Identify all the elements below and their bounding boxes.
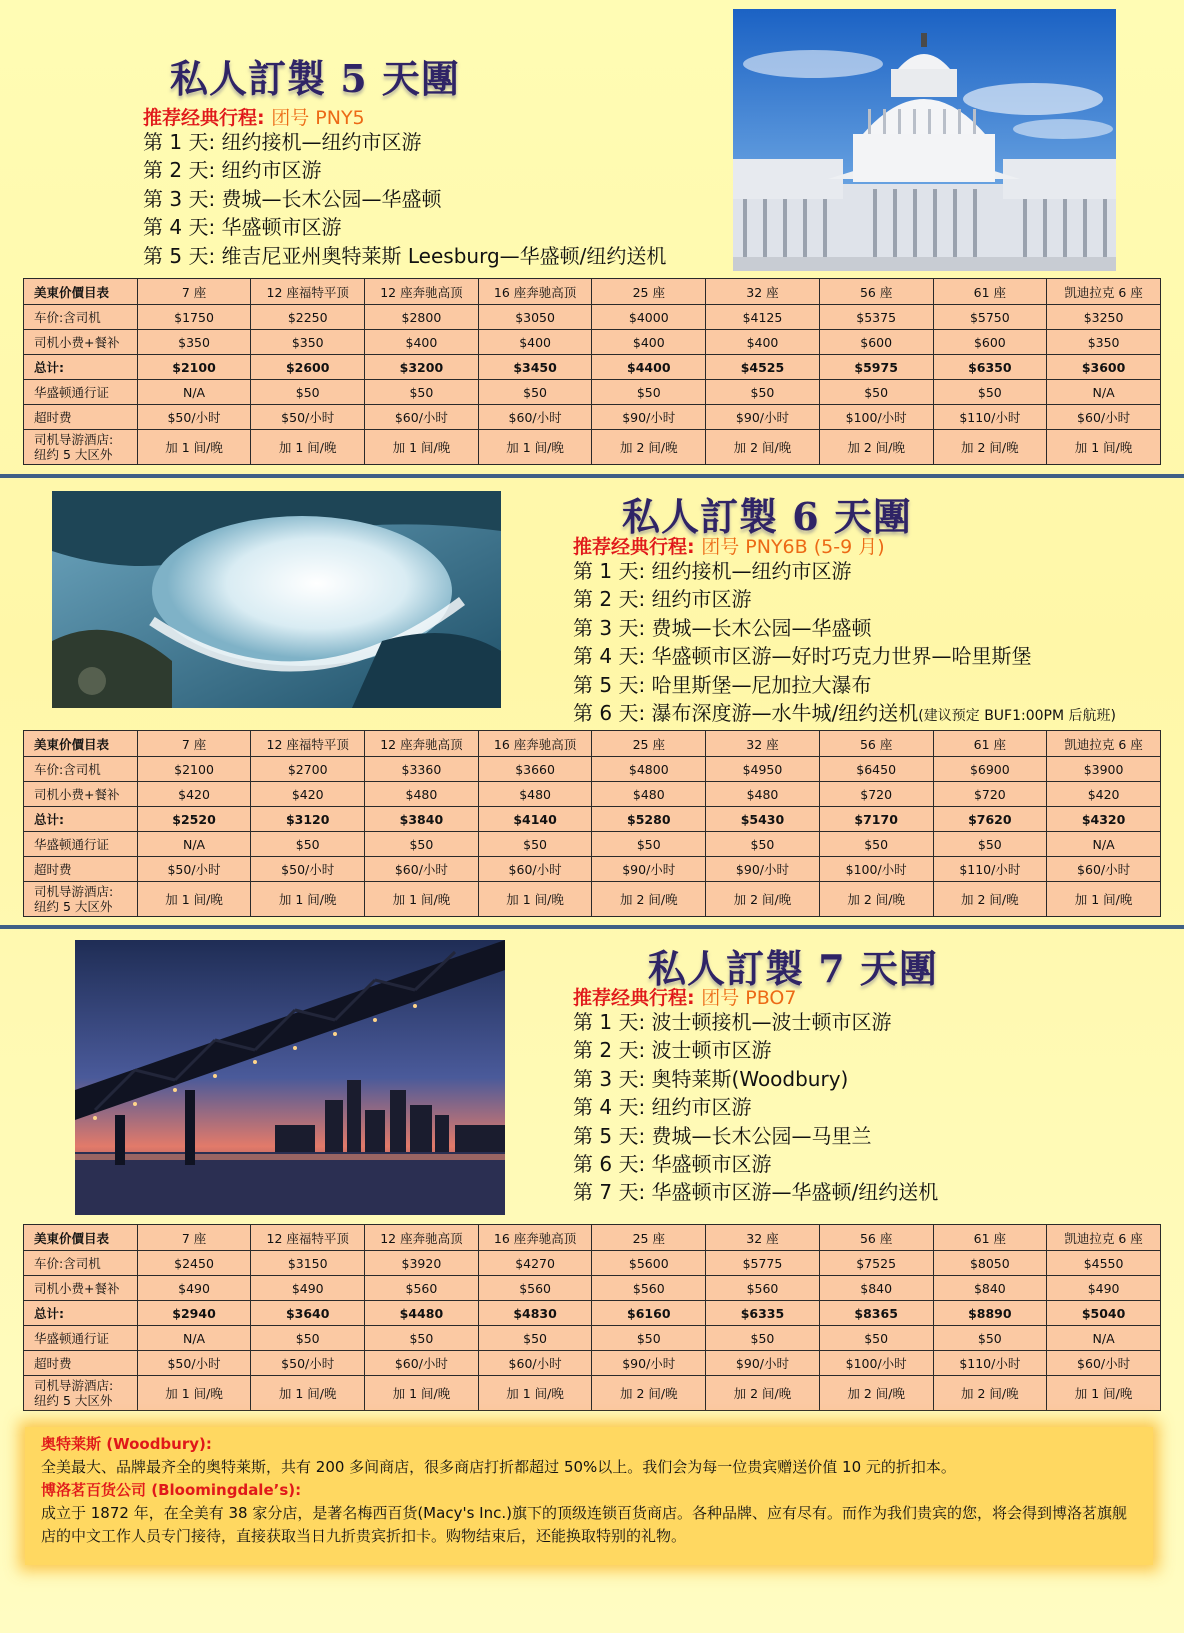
table-header-cell: 61 座 — [933, 1225, 1047, 1251]
table-header-cell: 凯迪拉克 6 座 — [1047, 279, 1161, 305]
table-cell: $3600 — [1047, 355, 1161, 380]
section-divider — [0, 925, 1184, 929]
table-row — [24, 882, 1161, 917]
table-cell: $6900 — [933, 757, 1047, 782]
itinerary-day — [573, 699, 1116, 730]
table-cell: $5430 — [706, 807, 820, 832]
table-cell: $50 — [819, 380, 933, 405]
table-cell: $3900 — [1047, 757, 1161, 782]
table-header-row — [24, 279, 1161, 305]
table-cell: $50 — [365, 1326, 479, 1351]
table-header-cell: 7 座 — [137, 1225, 251, 1251]
table-cell: $3150 — [251, 1251, 365, 1276]
table-cell: $560 — [478, 1276, 592, 1301]
table-cell: $60/小时 — [1047, 857, 1161, 882]
table-cell: $2100 — [137, 355, 251, 380]
table-cell: 加 1 间/晚 — [365, 882, 479, 917]
table-header-cell: 凯迪拉克 6 座 — [1047, 731, 1161, 757]
table-cell: $1750 — [137, 305, 251, 330]
table-cell: $60/小时 — [365, 857, 479, 882]
table-cell: $490 — [1047, 1276, 1161, 1301]
table-cell: 加 1 间/晚 — [365, 1376, 479, 1411]
table-cell: $50 — [706, 832, 820, 857]
table-cell: 加 1 间/晚 — [251, 430, 365, 465]
tour-code: 团号 PNY6B (5-9 月) — [701, 536, 885, 558]
table-header-cell: 25 座 — [592, 731, 706, 757]
table-cell: $50 — [478, 380, 592, 405]
table-cell: $7620 — [933, 807, 1047, 832]
table-cell: $50 — [365, 380, 479, 405]
shopping-info-box — [25, 1427, 1153, 1565]
table-cell: $50 — [592, 380, 706, 405]
table-cell: $400 — [365, 330, 479, 355]
table-cell: $560 — [592, 1276, 706, 1301]
table-cell: $3050 — [478, 305, 592, 330]
table-cell: 加 1 间/晚 — [137, 1376, 251, 1411]
table-cell: $480 — [478, 782, 592, 807]
table-cell: $5750 — [933, 305, 1047, 330]
table-cell: $4525 — [706, 355, 820, 380]
table-cell: 加 1 间/晚 — [478, 882, 592, 917]
tour-6-day-itinerary — [573, 557, 1116, 730]
table-cell: $50/小时 — [137, 857, 251, 882]
itinerary-day: 第 5 天: 费城—长木公园—马里兰 — [573, 1123, 872, 1148]
woodbury-description: 全美最大、品牌最齐全的奥特莱斯，共有 200 多间商店，很多商店打折都超过 50%以上。我们会为每一位贵宾赠送价值 10 元的折扣本。 — [41, 1458, 956, 1476]
table-cell: $480 — [365, 782, 479, 807]
table-cell: $110/小时 — [933, 1351, 1047, 1376]
tour-6-day-title: 私人訂製 6 天團 — [622, 494, 912, 539]
table-cell: N/A — [137, 832, 251, 857]
table-cell: N/A — [137, 380, 251, 405]
row-label: 司机小费+餐补 — [24, 782, 138, 807]
table-row — [24, 430, 1161, 465]
table-header-cell: 32 座 — [706, 731, 820, 757]
bloomingdales-description: 成立于 1872 年，在全美有 38 家分店，是著名梅西百货(Macy's Inc.)旗下的顶级连锁百货商店。各种品牌、应有尽有。而作为我们贵宾的您，将会得到博洛茗旗舰店的中文工作人员专门接待，直接获取当日九折贵宾折扣卡。购物结束后，还能换取特别的礼物。 — [41, 1504, 1127, 1545]
table-row — [24, 1276, 1161, 1301]
table-cell: $50/小时 — [251, 857, 365, 882]
table-cell: $8050 — [933, 1251, 1047, 1276]
woodbury-heading: 奥特莱斯 (Woodbury): — [41, 1435, 212, 1453]
itinerary-day: 第 1 天: 纽约接机—纽约市区游 — [143, 130, 422, 154]
table-cell: $560 — [706, 1276, 820, 1301]
table-cell: $50 — [478, 1326, 592, 1351]
table-cell: $50 — [251, 1326, 365, 1351]
table-header-cell: 12 座奔驰高顶 — [365, 731, 479, 757]
table-row-total — [24, 1301, 1161, 1326]
table-row — [24, 305, 1161, 330]
table-cell: $4830 — [478, 1301, 592, 1326]
table-cell: $5975 — [819, 355, 933, 380]
table-cell: 加 2 间/晚 — [706, 430, 820, 465]
row-label: 总计: — [24, 1301, 138, 1326]
table-row — [24, 1351, 1161, 1376]
table-cell: $3120 — [251, 807, 365, 832]
table-row — [24, 330, 1161, 355]
table-cell: $4800 — [592, 757, 706, 782]
table-cell: $420 — [251, 782, 365, 807]
table-row — [24, 405, 1161, 430]
table-row — [24, 1326, 1161, 1351]
table-cell: $400 — [592, 330, 706, 355]
table-cell: $100/小时 — [819, 1351, 933, 1376]
table-header-cell: 32 座 — [706, 279, 820, 305]
table-row — [24, 757, 1161, 782]
table-header-cell: 32 座 — [706, 1225, 820, 1251]
table-header-cell: 12 座奔驰高顶 — [365, 279, 479, 305]
table-cell: $5280 — [592, 807, 706, 832]
table-cell: $4000 — [592, 305, 706, 330]
table-cell: $50 — [819, 832, 933, 857]
table-header-cell: 12 座福特平顶 — [251, 731, 365, 757]
table-cell: $4125 — [706, 305, 820, 330]
table-cell: $6450 — [819, 757, 933, 782]
table-cell: $3920 — [365, 1251, 479, 1276]
table-cell: $50 — [706, 380, 820, 405]
row-label: 司机导游酒店: 纽约 5 大区外 — [24, 882, 138, 917]
table-row — [24, 832, 1161, 857]
table-row-total — [24, 355, 1161, 380]
table-row — [24, 380, 1161, 405]
table-row — [24, 857, 1161, 882]
table-cell: $5600 — [592, 1251, 706, 1276]
table-cell: $2600 — [251, 355, 365, 380]
table-header-cell: 12 座奔驰高顶 — [365, 1225, 479, 1251]
table-row — [24, 1251, 1161, 1276]
table-cell: 加 2 间/晚 — [819, 1376, 933, 1411]
table-cell: $3840 — [365, 807, 479, 832]
row-label: 车价:含司机 — [24, 305, 138, 330]
table-cell: $60/小时 — [478, 857, 592, 882]
table-cell: 加 2 间/晚 — [933, 430, 1047, 465]
table-header-cell: 美東价價目表 — [24, 279, 138, 305]
bloomingdales-heading: 博洛茗百货公司 (Bloomingdale’s): — [41, 1481, 302, 1499]
table-cell: $840 — [819, 1276, 933, 1301]
table-header-cell: 61 座 — [933, 279, 1047, 305]
itinerary-day: 第 3 天: 费城—长木公园—华盛顿 — [573, 615, 872, 640]
table-cell: $110/小时 — [933, 857, 1047, 882]
itinerary-day: 第 5 天: 维吉尼亚州奥特莱斯 Leesburg—华盛顿/纽约送机 — [143, 243, 667, 268]
table-cell: $50 — [478, 832, 592, 857]
table-header-cell: 25 座 — [592, 1225, 706, 1251]
table-header-cell: 16 座奔驰高顶 — [478, 1225, 592, 1251]
recommend-lead: 推荐经典行程: — [143, 107, 265, 129]
table-cell: $90/小时 — [706, 1351, 820, 1376]
table-cell: $4480 — [365, 1301, 479, 1326]
table-header-cell: 56 座 — [819, 279, 933, 305]
table-cell: $2700 — [251, 757, 365, 782]
table-cell: $50 — [933, 380, 1047, 405]
table-header-cell: 25 座 — [592, 279, 706, 305]
table-cell: $490 — [137, 1276, 251, 1301]
table-cell: 加 2 间/晚 — [706, 1376, 820, 1411]
table-cell: $50/小时 — [137, 405, 251, 430]
table-cell: $4140 — [478, 807, 592, 832]
itinerary-day-text: 第 6 天: 瀑布深度游—水牛城/纽约送机 — [573, 701, 919, 726]
table-cell: $50 — [933, 832, 1047, 857]
table-header-cell: 16 座奔驰高顶 — [478, 731, 592, 757]
table-cell: 加 1 间/晚 — [1047, 1376, 1161, 1411]
table-header-row — [24, 1225, 1161, 1251]
tour-7-day-title: 私人訂製 7 天團 — [648, 946, 938, 991]
tour-7-day-recommend — [573, 983, 796, 1010]
tour-code: 团号 PNY5 — [271, 107, 365, 129]
row-label: 车价:含司机 — [24, 1251, 138, 1276]
niagara-falls-photo — [52, 491, 501, 708]
tour-code: 团号 PBO7 — [701, 987, 797, 1009]
table-cell: $90/小时 — [706, 857, 820, 882]
table-cell: $60/小时 — [365, 1351, 479, 1376]
tour-5-day-itinerary — [143, 128, 666, 270]
table-cell: $720 — [819, 782, 933, 807]
table-header-cell: 美東价價目表 — [24, 731, 138, 757]
table-cell: N/A — [1047, 1326, 1161, 1351]
table-cell: $6335 — [706, 1301, 820, 1326]
table-cell: $480 — [592, 782, 706, 807]
table-cell: 加 2 间/晚 — [592, 430, 706, 465]
recommend-lead: 推荐经典行程: — [573, 536, 695, 558]
table-cell: $50/小时 — [251, 405, 365, 430]
itinerary-day: 第 4 天: 华盛顿市区游 — [143, 215, 342, 240]
table-cell: 加 2 间/晚 — [819, 882, 933, 917]
table-cell: $60/小时 — [365, 405, 479, 430]
row-label: 超时费 — [24, 1351, 138, 1376]
table-cell: $600 — [819, 330, 933, 355]
section-divider — [0, 474, 1184, 478]
table-cell: N/A — [137, 1326, 251, 1351]
table-cell: $50 — [706, 1326, 820, 1351]
table-cell: 加 2 间/晚 — [592, 882, 706, 917]
row-label: 司机小费+餐补 — [24, 1276, 138, 1301]
table-cell: $840 — [933, 1276, 1047, 1301]
table-cell: $3660 — [478, 757, 592, 782]
table-cell: 加 1 间/晚 — [1047, 882, 1161, 917]
table-header-cell: 7 座 — [137, 279, 251, 305]
table-cell: $8890 — [933, 1301, 1047, 1326]
table-cell: $5040 — [1047, 1301, 1161, 1326]
table-cell: 加 1 间/晚 — [365, 430, 479, 465]
table-cell: $100/小时 — [819, 405, 933, 430]
table-header-cell: 12 座福特平顶 — [251, 1225, 365, 1251]
table-cell: $50 — [819, 1326, 933, 1351]
table-cell: $600 — [933, 330, 1047, 355]
table-cell: $480 — [706, 782, 820, 807]
table-cell: $3360 — [365, 757, 479, 782]
table-cell: N/A — [1047, 832, 1161, 857]
table-row-total — [24, 807, 1161, 832]
table-cell: $90/小时 — [706, 405, 820, 430]
row-label: 司机导游酒店: 纽约 5 大区外 — [24, 430, 138, 465]
tour-6-day-recommend — [573, 532, 885, 559]
price-table-5-day — [23, 278, 1161, 465]
itinerary-day: 第 1 天: 纽约接机—纽约市区游 — [573, 559, 852, 583]
table-cell: 加 1 间/晚 — [137, 882, 251, 917]
table-cell: $8365 — [819, 1301, 933, 1326]
tour-7-day-itinerary — [573, 1008, 938, 1207]
row-label: 华盛顿通行证 — [24, 1326, 138, 1351]
table-cell: $3450 — [478, 355, 592, 380]
table-cell: $490 — [251, 1276, 365, 1301]
table-cell: $60/小时 — [1047, 405, 1161, 430]
flight-note: (建议预定 BUF1:00PM 后航班) — [918, 708, 1116, 725]
table-row — [24, 1376, 1161, 1411]
table-cell: $50 — [251, 380, 365, 405]
table-cell: $2520 — [137, 807, 251, 832]
table-cell: $560 — [365, 1276, 479, 1301]
table-cell: $2250 — [251, 305, 365, 330]
itinerary-day: 第 4 天: 华盛顿市区游—好时巧克力世界—哈里斯堡 — [573, 644, 1032, 669]
table-cell: $110/小时 — [933, 405, 1047, 430]
table-cell: $90/小时 — [592, 1351, 706, 1376]
table-cell: $60/小时 — [478, 1351, 592, 1376]
table-cell: $4550 — [1047, 1251, 1161, 1276]
table-header-cell: 16 座奔驰高顶 — [478, 279, 592, 305]
row-label: 超时费 — [24, 857, 138, 882]
table-cell: $350 — [137, 330, 251, 355]
table-cell: $100/小时 — [819, 857, 933, 882]
recommend-lead: 推荐经典行程: — [573, 987, 695, 1009]
table-cell: $2100 — [137, 757, 251, 782]
table-cell: $4270 — [478, 1251, 592, 1276]
row-label: 司机导游酒店: 纽约 5 大区外 — [24, 1376, 138, 1411]
table-header-row — [24, 731, 1161, 757]
price-table-7-day — [23, 1224, 1161, 1411]
table-cell: 加 2 间/晚 — [592, 1376, 706, 1411]
table-cell: $3200 — [365, 355, 479, 380]
table-cell: $90/小时 — [592, 857, 706, 882]
table-cell: 加 1 间/晚 — [1047, 430, 1161, 465]
table-cell: $420 — [1047, 782, 1161, 807]
row-label: 车价:含司机 — [24, 757, 138, 782]
table-header-cell: 12 座福特平顶 — [251, 279, 365, 305]
table-cell: $7170 — [819, 807, 933, 832]
row-label: 总计: — [24, 807, 138, 832]
itinerary-day: 第 5 天: 哈里斯堡—尼加拉大瀑布 — [573, 672, 872, 697]
table-cell: $2450 — [137, 1251, 251, 1276]
bridge-skyline-photo — [75, 940, 505, 1215]
itinerary-day: 第 2 天: 纽约市区游 — [143, 158, 322, 183]
table-cell: $5375 — [819, 305, 933, 330]
table-cell: $50 — [365, 832, 479, 857]
table-cell: $50 — [933, 1326, 1047, 1351]
table-cell: $50 — [251, 832, 365, 857]
tour-5-day-recommend — [143, 103, 365, 130]
table-cell: $60/小时 — [478, 405, 592, 430]
table-cell: 加 1 间/晚 — [251, 882, 365, 917]
table-cell: $3250 — [1047, 305, 1161, 330]
row-label: 华盛顿通行证 — [24, 832, 138, 857]
table-cell: $350 — [251, 330, 365, 355]
table-cell: 加 2 间/晚 — [933, 1376, 1047, 1411]
table-cell: $60/小时 — [1047, 1351, 1161, 1376]
table-header-cell: 56 座 — [819, 1225, 933, 1251]
table-cell: 加 1 间/晚 — [137, 430, 251, 465]
row-label: 司机小费+餐补 — [24, 330, 138, 355]
table-cell: $2940 — [137, 1301, 251, 1326]
row-label: 华盛顿通行证 — [24, 380, 138, 405]
table-row — [24, 782, 1161, 807]
table-header-cell: 56 座 — [819, 731, 933, 757]
table-cell: $350 — [1047, 330, 1161, 355]
itinerary-day: 第 1 天: 波士顿接机—波士顿市区游 — [573, 1010, 892, 1034]
table-cell: 加 2 间/晚 — [933, 882, 1047, 917]
table-cell: 加 1 间/晚 — [478, 430, 592, 465]
table-cell: $420 — [137, 782, 251, 807]
table-cell: 加 1 间/晚 — [251, 1376, 365, 1411]
row-label: 总计: — [24, 355, 138, 380]
capitol-building-photo — [733, 9, 1116, 271]
table-cell: 加 2 间/晚 — [819, 430, 933, 465]
table-cell: $50 — [592, 832, 706, 857]
table-cell: $4400 — [592, 355, 706, 380]
table-cell: $50/小时 — [251, 1351, 365, 1376]
itinerary-day: 第 4 天: 纽约市区游 — [573, 1095, 752, 1120]
table-header-cell: 7 座 — [137, 731, 251, 757]
table-cell: $6160 — [592, 1301, 706, 1326]
table-header-cell: 凯迪拉克 6 座 — [1047, 1225, 1161, 1251]
table-cell: $50 — [592, 1326, 706, 1351]
table-cell: N/A — [1047, 380, 1161, 405]
itinerary-day: 第 3 天: 奥特莱斯(Woodbury) — [573, 1066, 849, 1091]
table-cell: $7525 — [819, 1251, 933, 1276]
itinerary-day: 第 6 天: 华盛顿市区游 — [573, 1152, 772, 1177]
table-cell: $720 — [933, 782, 1047, 807]
itinerary-day: 第 3 天: 费城—长木公园—华盛顿 — [143, 186, 442, 211]
table-cell: $5775 — [706, 1251, 820, 1276]
table-cell: $4320 — [1047, 807, 1161, 832]
table-header-cell: 61 座 — [933, 731, 1047, 757]
table-cell: 加 2 间/晚 — [706, 882, 820, 917]
itinerary-day: 第 2 天: 波士顿市区游 — [573, 1038, 772, 1063]
table-cell: 加 1 间/晚 — [478, 1376, 592, 1411]
table-cell: $6350 — [933, 355, 1047, 380]
itinerary-day: 第 2 天: 纽约市区游 — [573, 587, 752, 612]
table-cell: $400 — [478, 330, 592, 355]
table-cell: $2800 — [365, 305, 479, 330]
tour-5-day-title: 私人訂製 5 天團 — [170, 56, 460, 101]
table-header-cell: 美東价價目表 — [24, 1225, 138, 1251]
price-table-6-day — [23, 730, 1161, 917]
itinerary-day: 第 7 天: 华盛顿市区游—华盛顿/纽约送机 — [573, 1180, 939, 1205]
row-label: 超时费 — [24, 405, 138, 430]
table-cell: $50/小时 — [137, 1351, 251, 1376]
table-cell: $3640 — [251, 1301, 365, 1326]
table-cell: $90/小时 — [592, 405, 706, 430]
table-cell: $400 — [706, 330, 820, 355]
table-cell: $4950 — [706, 757, 820, 782]
